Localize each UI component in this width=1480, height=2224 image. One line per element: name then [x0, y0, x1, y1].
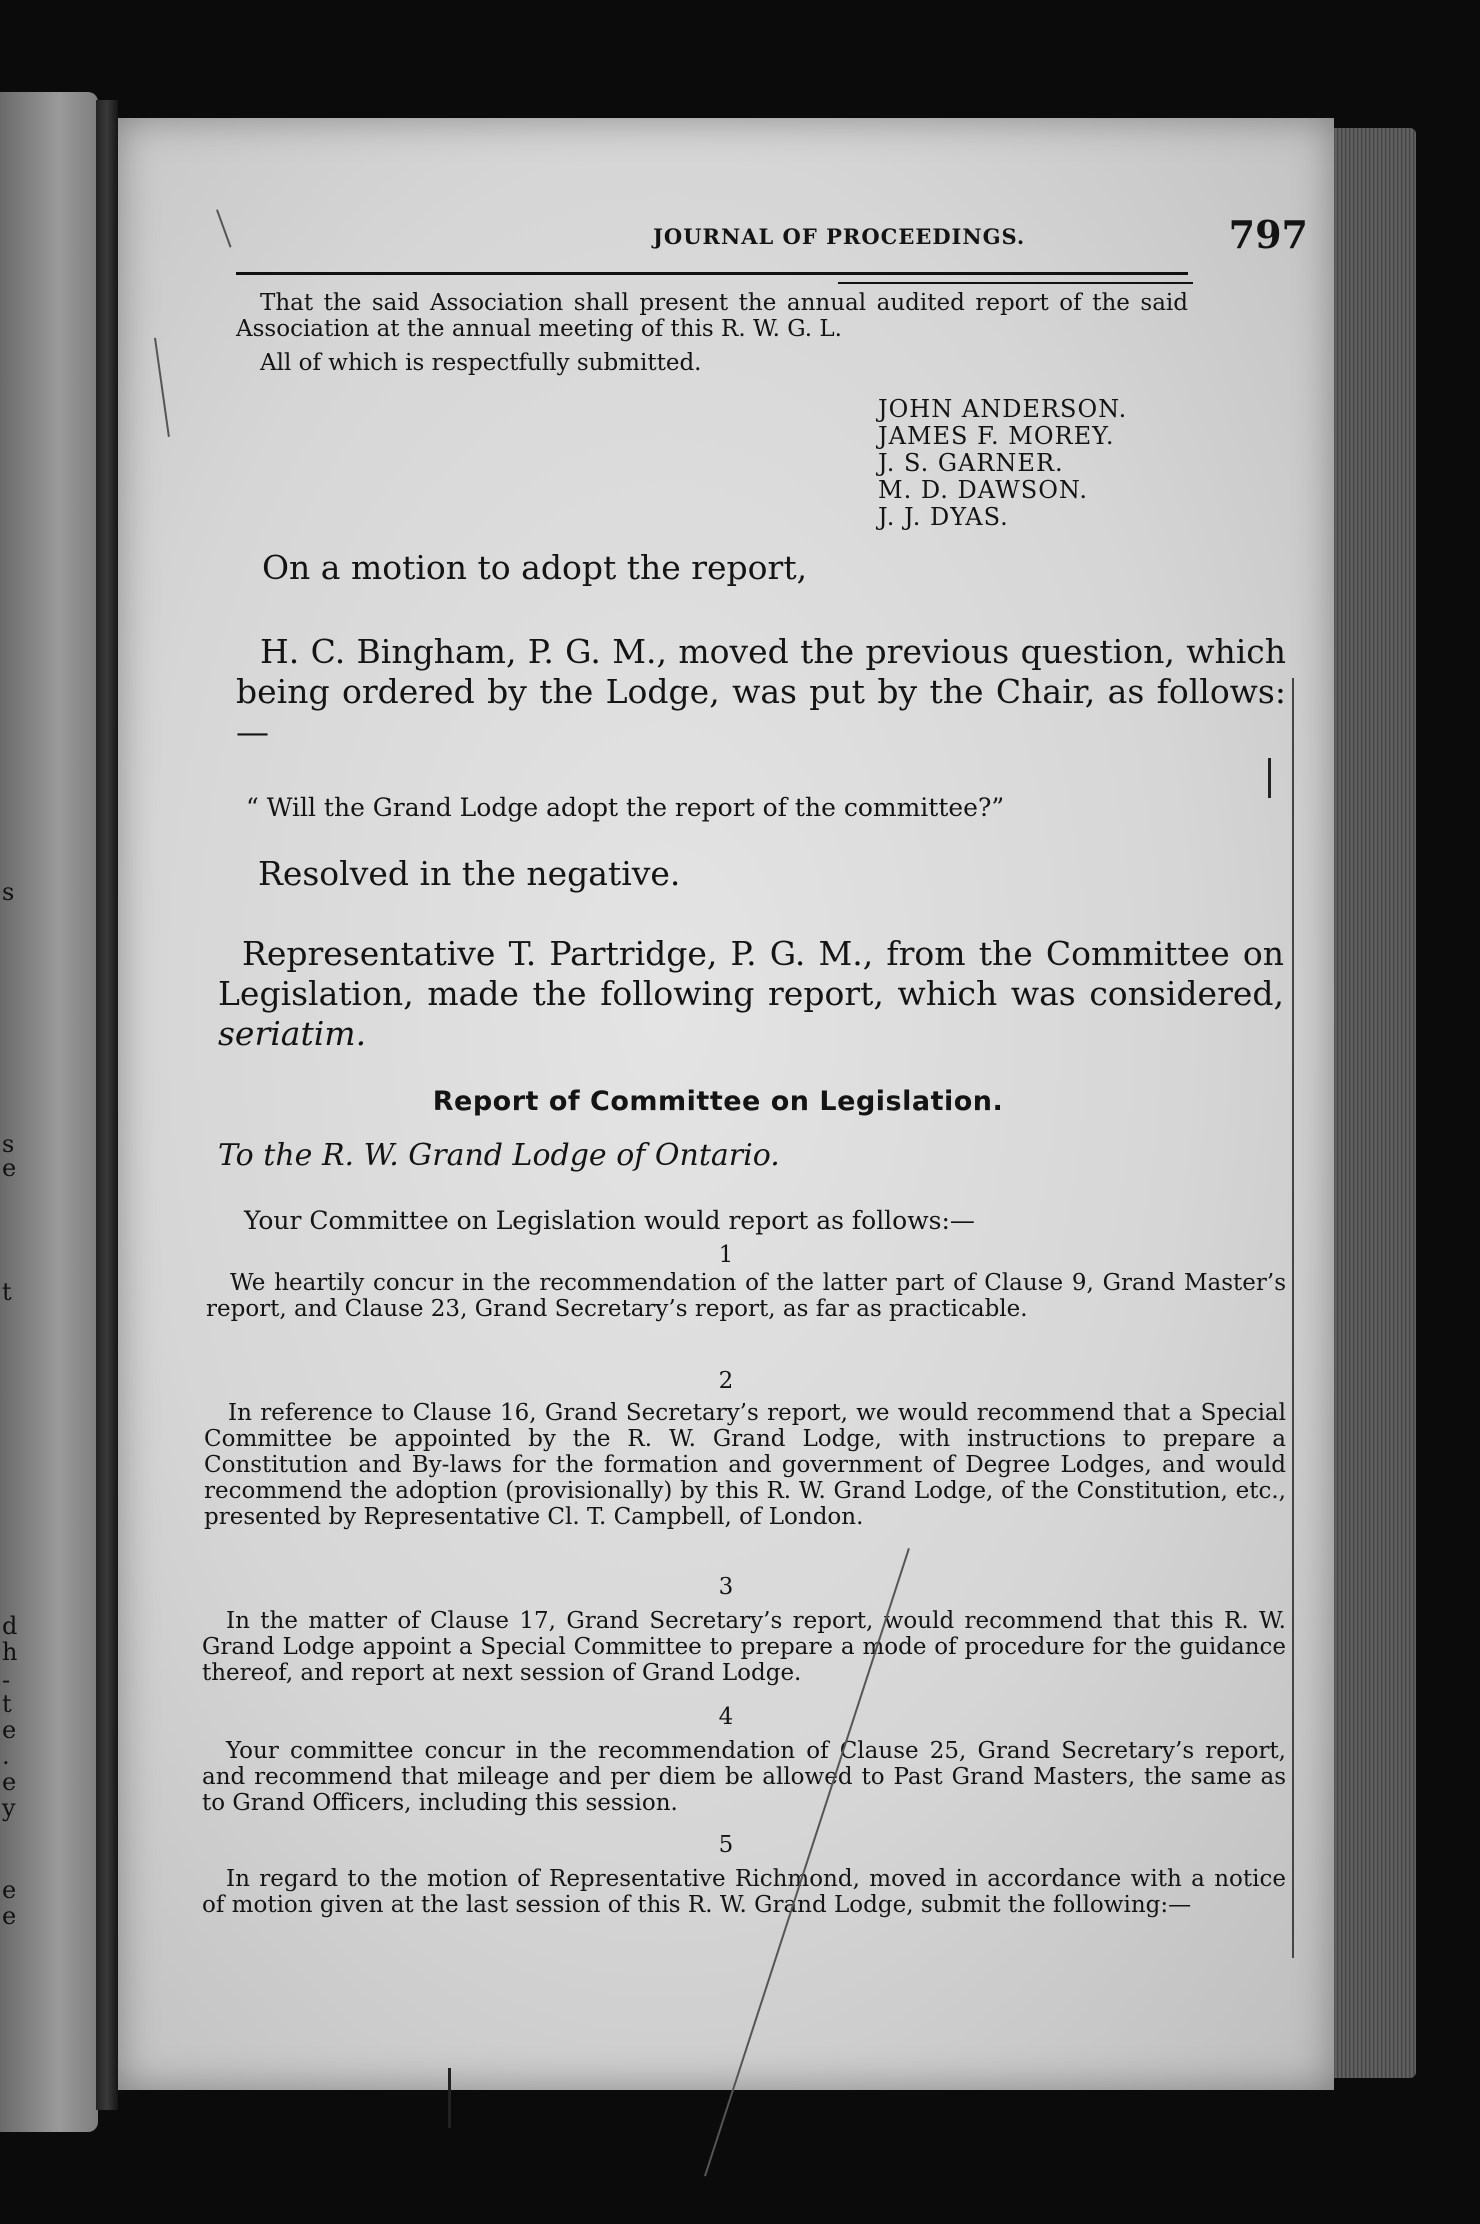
margin-pencil-line [1292, 678, 1294, 1958]
report-intro: Your Committee on Legislation would report as follows:— [244, 1206, 975, 1235]
header-rule-accent [838, 282, 1193, 284]
left-fragment: e [2, 1716, 17, 1744]
item-number: 2 [718, 1368, 734, 1394]
left-fragment: e [2, 1768, 17, 1796]
report-item: In the matter of Clause 17, Grand Secretary’s report, would recommend that this R. W. Grand Lodge appoint a Special Committee to prepare a mode of procedure for the guidance thereof, and report at next session of Grand Lodge. [202, 1608, 1286, 1686]
paragraph-partridge [218, 934, 1284, 1054]
left-fragment: t [2, 1690, 12, 1718]
page-header [238, 208, 1308, 268]
left-page-edge [0, 92, 98, 2132]
signature: M. D. DAWSON. [878, 476, 1088, 504]
left-fragment: t [2, 1278, 12, 1306]
section-heading: Report of Committee on Legislation. [432, 1086, 1004, 1117]
quoted-question: “ Will the Grand Lodge adopt the report of the committee?” [246, 793, 1005, 822]
left-fragment: . [2, 1742, 10, 1770]
item-number: 5 [718, 1832, 734, 1858]
left-fragment: s [2, 1130, 15, 1158]
report-item: In reference to Clause 16, Grand Secretary’s report, we would recommend that a Special Committee be appointed by the R. W. Grand Lodge, with instructions to prepare a Constitution and By-laws for the formation and government of Degree Lodges, and would recommend the adoption (provisionally) by this R. W. Grand Lodge, of the Constitution, etc., presented by Representative Cl. T. Campbell, of London. [204, 1400, 1286, 1530]
paragraph-submitted: All of which is respectfully submitted. [260, 350, 702, 376]
binding-mark [448, 2068, 451, 2128]
item-number: 4 [718, 1704, 734, 1730]
paragraph-motion: On a motion to adopt the report, [262, 548, 808, 587]
pencil-stroke [154, 338, 170, 437]
pencil-stroke [216, 209, 232, 247]
paragraph-bingham: H. C. Bingham, P. G. M., moved the previous question, which being ordered by the Lodge, was put by the Chair, as follows:— [236, 632, 1286, 751]
item-number: 1 [718, 1242, 734, 1268]
book-page [118, 118, 1334, 2090]
signature-block [878, 396, 1127, 531]
left-fragment: y [2, 1794, 16, 1822]
item-number: 3 [718, 1574, 734, 1600]
salutation: To the R. W. Grand Lodge of Ontario. [218, 1138, 780, 1173]
left-fragment: h [2, 1638, 18, 1666]
running-title: JOURNAL OF PROCEEDINGS. [653, 224, 1026, 249]
left-fragment: s [2, 878, 15, 906]
seriatim-text: seriatim. [218, 1014, 367, 1053]
page-stack-edges [1334, 128, 1416, 2078]
report-item: In regard to the motion of Representative Richmond, moved in accordance with a notice of motion given at the last session of this R. W. Grand Lodge, submit the following:— [202, 1866, 1286, 1918]
signature: JOHN ANDERSON. [878, 395, 1128, 423]
signature: J. S. GARNER. [878, 449, 1064, 477]
margin-mark [1268, 758, 1271, 798]
resolution: Resolved in the negative. [258, 854, 681, 893]
paragraph-association: That the said Association shall present the annual audited report of the said Association at the annual meeting of this R. W. G. L. [236, 290, 1188, 342]
left-fragment: - [2, 1666, 11, 1694]
report-item: Your committee concur in the recommendation of Clause 25, Grand Secretary’s report, and recommend that mileage and per diem be allowed to Past Grand Masters, the same as to Grand Officers, including this session. [202, 1738, 1286, 1816]
paragraph-partridge-text: Representative T. Partridge, P. G. M., from the Committee on Legislation, made the following report, which was considered, [218, 934, 1284, 1013]
header-rule [236, 272, 1188, 275]
signature: JAMES F. MOREY. [878, 422, 1115, 450]
left-fragment: d [2, 1612, 18, 1640]
left-fragment: e [2, 1876, 17, 1904]
left-fragment: e [2, 1154, 17, 1182]
report-item: We heartily concur in the recommendation of the latter part of Clause 9, Grand Master’s report, and Clause 23, Grand Secretary’s report, as far as practicable. [206, 1270, 1286, 1322]
left-fragment: e [2, 1902, 17, 1930]
signature: J. J. DYAS. [878, 503, 1009, 531]
page-number: 797 [1228, 212, 1308, 257]
